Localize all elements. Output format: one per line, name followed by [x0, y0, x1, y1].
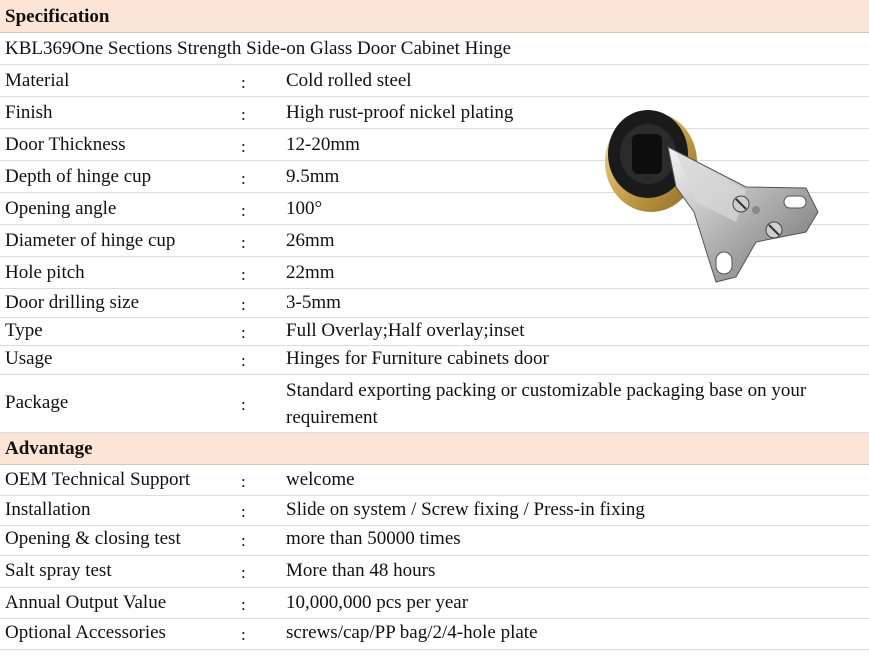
row-value: Full Overlay;Half overlay;inset	[286, 320, 525, 341]
row-label: Package	[5, 392, 69, 413]
row-value: 26mm	[286, 230, 335, 251]
row-label: Annual Output Value	[5, 592, 167, 613]
row-value: 100°	[286, 198, 323, 219]
table-row	[0, 526, 869, 556]
row-label: OEM Technical Support	[5, 469, 191, 490]
table-row	[0, 619, 869, 650]
row-value: 10,000,000 pcs per year	[286, 592, 469, 613]
table-row	[0, 556, 869, 588]
table-row	[0, 496, 869, 526]
row-colon: :	[241, 295, 246, 314]
row-label: Diameter of hinge cup	[5, 230, 176, 251]
table-row	[0, 465, 869, 496]
row-colon: :	[241, 137, 246, 156]
advantage-header: Advantage	[5, 438, 93, 459]
row-colon: :	[241, 531, 246, 550]
table-row	[0, 588, 869, 619]
table-row	[0, 318, 869, 346]
row-value: 12-20mm	[286, 134, 360, 155]
row-label: Hole pitch	[5, 262, 85, 283]
spec-header-row	[0, 0, 869, 33]
row-value: More than 48 hours	[286, 560, 436, 581]
row-colon: :	[241, 502, 246, 521]
row-label: Door Thickness	[5, 134, 126, 155]
row-label: Installation	[5, 499, 91, 520]
row-colon: :	[241, 323, 246, 342]
table-row	[0, 346, 869, 375]
row-colon: :	[241, 265, 246, 284]
row-value: welcome	[286, 469, 355, 490]
row-label: Salt spray test	[5, 560, 112, 581]
row-label: Optional Accessories	[5, 622, 166, 643]
row-colon: :	[241, 472, 246, 491]
row-label: Usage	[5, 348, 53, 369]
row-colon: :	[241, 169, 246, 188]
row-value: Standard exporting packing or customizable packaging base on your requirement	[286, 380, 807, 428]
row-value: Slide on system / Screw fixing / Press-in fixing	[286, 499, 645, 520]
row-value: 22mm	[286, 262, 335, 283]
row-label: Finish	[5, 102, 53, 123]
table-row	[0, 375, 869, 433]
row-value: screws/cap/PP bag/2/4-hole plate	[286, 622, 538, 643]
row-value: Cold rolled steel	[286, 70, 412, 91]
spec-header: Specification	[5, 6, 110, 27]
cabinet-hinge-image	[596, 92, 828, 302]
product-title-row	[0, 33, 869, 65]
product-title: KBL369One Sections Strength Side-on Glass Door Cabinet Hinge	[5, 38, 512, 59]
row-colon: :	[241, 105, 246, 124]
row-label: Depth of hinge cup	[5, 166, 152, 187]
row-colon: :	[241, 73, 246, 92]
row-label: Opening angle	[5, 198, 117, 219]
row-label: Door drilling size	[5, 292, 140, 313]
row-value: more than 50000 times	[286, 528, 461, 549]
row-label: Material	[5, 70, 70, 91]
row-value: 9.5mm	[286, 166, 340, 187]
row-label: Type	[5, 320, 43, 341]
advantage-header-row	[0, 433, 869, 465]
row-value: 3-5mm	[286, 292, 341, 313]
row-colon: :	[241, 395, 246, 414]
row-colon: :	[241, 595, 246, 614]
row-value: Hinges for Furniture cabinets door	[286, 348, 549, 369]
row-value: High rust-proof nickel plating	[286, 102, 514, 123]
row-label: Opening & closing test	[5, 528, 181, 549]
row-colon: :	[241, 351, 246, 370]
row-colon: :	[241, 233, 246, 252]
row-colon: :	[241, 201, 246, 220]
row-colon: :	[241, 563, 246, 582]
row-colon: :	[241, 625, 246, 644]
